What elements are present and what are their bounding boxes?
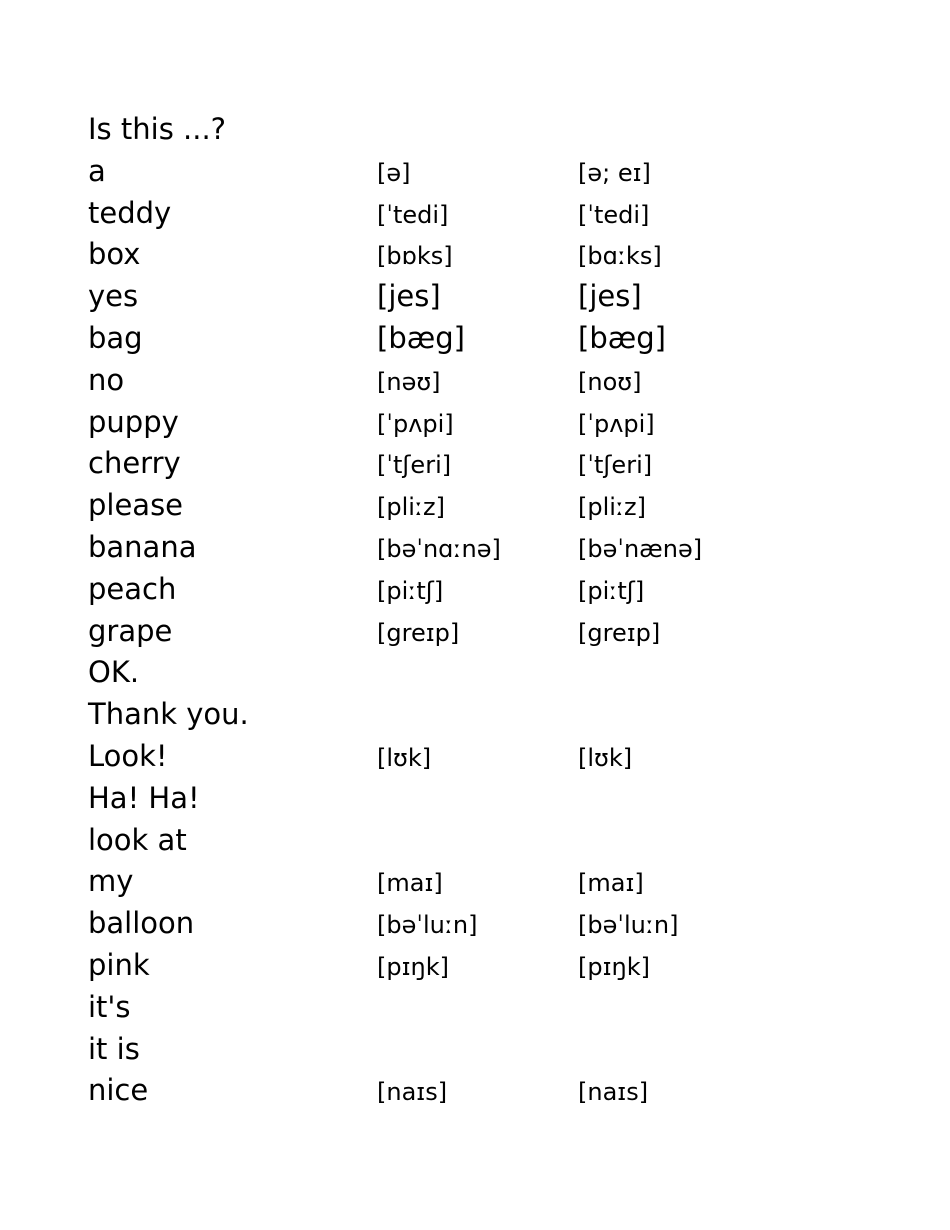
vocab-row bbox=[88, 820, 888, 862]
phonetic-british: [nəʊ] bbox=[377, 367, 441, 396]
vocab-row bbox=[88, 527, 888, 569]
vocab-word: bag bbox=[88, 320, 143, 355]
phonetic-british: [ˈpʌpi] bbox=[377, 409, 454, 438]
vocab-row bbox=[88, 569, 888, 611]
vocab-row bbox=[88, 402, 888, 444]
phonetic-american: [piːtʃ] bbox=[578, 576, 645, 605]
phonetic-american: [ˈpʌpi] bbox=[578, 409, 655, 438]
vocab-word: Ha! Ha! bbox=[88, 780, 200, 815]
phonetic-british: [ˈtʃeri] bbox=[377, 451, 452, 480]
vocab-word: peach bbox=[88, 571, 177, 606]
phonetic-british: [ə] bbox=[377, 158, 411, 187]
vocab-word: banana bbox=[88, 529, 197, 564]
vocab-word: box bbox=[88, 237, 141, 272]
vocab-word: it's bbox=[88, 989, 131, 1024]
phonetic-american: [ˈtʃeri] bbox=[578, 451, 653, 480]
vocab-word: pink bbox=[88, 947, 150, 982]
phonetic-american: [greɪp] bbox=[578, 618, 661, 647]
vocab-row bbox=[88, 945, 888, 987]
vocab-row bbox=[88, 276, 888, 318]
vocab-row bbox=[88, 1070, 888, 1112]
vocabulary-list bbox=[88, 109, 888, 1112]
vocab-row bbox=[88, 903, 888, 945]
vocab-word: Thank you. bbox=[88, 697, 249, 732]
vocab-row bbox=[88, 611, 888, 653]
vocab-row bbox=[88, 694, 888, 736]
phonetic-british: [lʊk] bbox=[377, 743, 432, 772]
vocab-row bbox=[88, 652, 888, 694]
phonetic-american: [noʊ] bbox=[578, 367, 642, 396]
phonetic-british: [bæg] bbox=[377, 320, 465, 355]
vocab-word: no bbox=[88, 362, 125, 397]
phonetic-american: [bəˈluːn] bbox=[578, 911, 679, 940]
vocab-row bbox=[88, 193, 888, 235]
vocab-word: puppy bbox=[88, 404, 179, 439]
vocab-row bbox=[88, 1029, 888, 1071]
phonetic-american: [naɪs] bbox=[578, 1078, 649, 1107]
vocab-row bbox=[88, 861, 888, 903]
phonetic-british: [pliːz] bbox=[377, 493, 445, 522]
vocab-word: balloon bbox=[88, 906, 195, 941]
vocab-word: grape bbox=[88, 613, 173, 648]
phonetic-british: [greɪp] bbox=[377, 618, 460, 647]
phonetic-american: [maɪ] bbox=[578, 869, 644, 898]
phonetic-american: [pliːz] bbox=[578, 493, 646, 522]
phonetic-british: [bəˈluːn] bbox=[377, 911, 478, 940]
vocab-row bbox=[88, 234, 888, 276]
vocab-row bbox=[88, 987, 888, 1029]
phonetic-british: [jes] bbox=[377, 279, 441, 314]
vocab-word: yes bbox=[88, 279, 139, 314]
phonetic-british: [maɪ] bbox=[377, 869, 443, 898]
vocab-row bbox=[88, 318, 888, 360]
phonetic-british: [ˈtedi] bbox=[377, 200, 449, 229]
vocab-row bbox=[88, 443, 888, 485]
phonetic-american: [jes] bbox=[578, 279, 642, 314]
vocab-word: please bbox=[88, 488, 184, 523]
vocab-word: my bbox=[88, 864, 134, 899]
vocab-word: nice bbox=[88, 1073, 149, 1108]
vocab-word: a bbox=[88, 153, 106, 188]
vocab-word: teddy bbox=[88, 195, 172, 230]
phonetic-british: [piːtʃ] bbox=[377, 576, 444, 605]
vocab-word: cherry bbox=[88, 446, 181, 481]
phonetic-british: [bəˈnɑːnə] bbox=[377, 534, 501, 563]
phonetic-british: [naɪs] bbox=[377, 1078, 448, 1107]
vocab-row bbox=[88, 151, 888, 193]
vocab-row bbox=[88, 360, 888, 402]
phonetic-american: [bɑːks] bbox=[578, 242, 662, 271]
phonetic-american: [pɪŋk] bbox=[578, 952, 650, 981]
vocab-word: it is bbox=[88, 1031, 140, 1066]
vocab-row bbox=[88, 485, 888, 527]
phonetic-american: [bæg] bbox=[578, 320, 666, 355]
vocab-word: OK. bbox=[88, 655, 140, 690]
vocab-row bbox=[88, 736, 888, 778]
vocab-row bbox=[88, 109, 888, 151]
vocab-word: look at bbox=[88, 822, 187, 857]
phonetic-british: [bɒks] bbox=[377, 242, 453, 271]
phonetic-british: [pɪŋk] bbox=[377, 952, 449, 981]
vocab-word: Look! bbox=[88, 738, 168, 773]
vocab-word: Is this ...? bbox=[88, 112, 227, 146]
phonetic-american: [ə; eɪ] bbox=[578, 158, 651, 187]
phonetic-american: [ˈtedi] bbox=[578, 200, 650, 229]
vocab-row bbox=[88, 778, 888, 820]
phonetic-american: [bəˈnænə] bbox=[578, 534, 703, 563]
phonetic-american: [lʊk] bbox=[578, 743, 633, 772]
